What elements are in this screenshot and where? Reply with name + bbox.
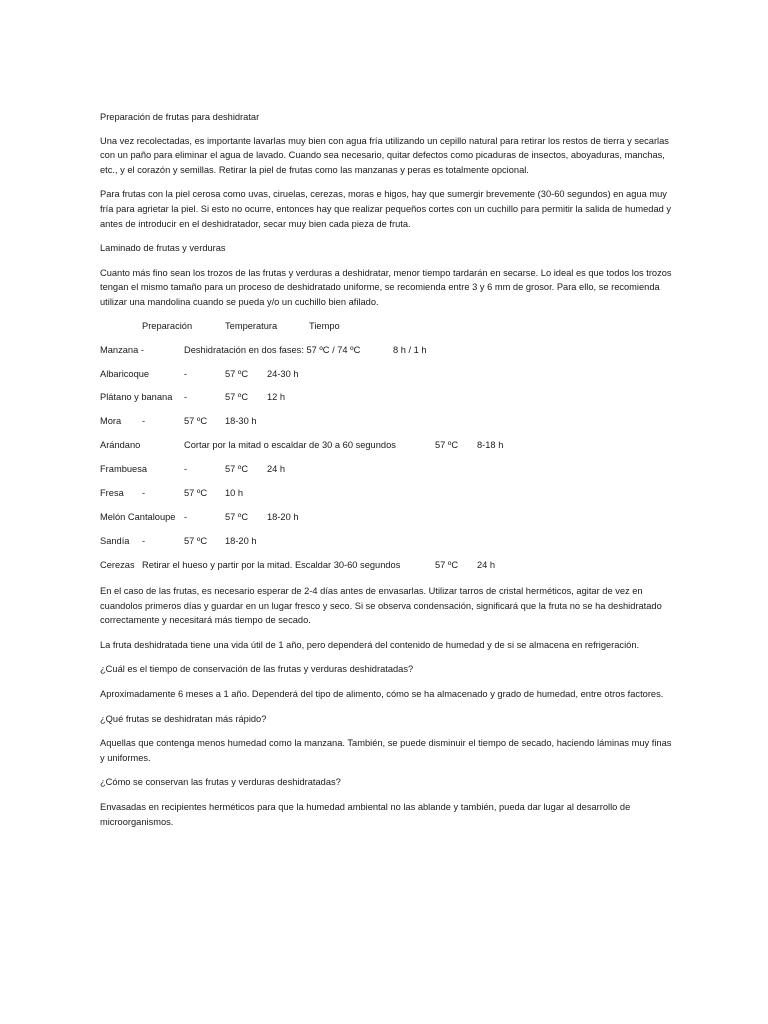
table-cell-time: 18-20 h [267, 512, 299, 523]
table-cell-preparation: Cortar por la mitad o escaldar de 30 a 60 segundos [184, 440, 396, 451]
table-cell-temperature: 57 ºC [184, 488, 208, 499]
table-row [100, 390, 675, 405]
table-cell-fruit: Plátano y banana [100, 392, 173, 403]
table-cell-preparation: - [142, 416, 146, 427]
drying-table [100, 319, 675, 573]
paragraph-washing: Una vez recolectadas, es importante lavarlas muy bien con agua fría utilizando un cepillo natural para retirar los restos de tierra y secarlas con un paño para eliminar el agua de lavado. Cuando sea necesario, quitar defectos como picaduras de insectos, aboyaduras, manchas, etc., y el corazón y semillas. Retirar la piel de frutas como las manzanas y peras es totalmente opcional. [100, 135, 669, 175]
table-header-time: Tiempo [309, 320, 340, 331]
table-cell-time: 24-30 h [267, 368, 299, 379]
faq-answer-conservation: Aproximadamente 6 meses a 1 año. Dependerá del tipo de alimento, cómo se ha almacenado y grado de humedad, entre otros factores. [100, 688, 664, 699]
table-cell-fruit: Fresa [100, 488, 124, 499]
table-cell-fruit: Melón Cantaloupe [100, 512, 176, 523]
table-row [100, 534, 675, 549]
paragraph-packaging: En el caso de las frutas, es necesario esperar de 2-4 días antes de envasarlas. Utilizar tarros de cristal herméticos, agitar de vez en cuandolos primeros días y guardar en un lugar fresco y seco. Si se observa condensación, significará que la fruta no se ha deshidratado correctamente y necesitará más tiempo de secado. [100, 585, 662, 626]
table-cell-temperature: 57 ºC [435, 440, 459, 451]
table-cell-temperature: 57 ºC [435, 560, 459, 571]
table-cell-temperature: 57 ºC [184, 536, 208, 547]
table-cell-preparation: Deshidratación en dos fases: 57 ºC / 74 ºC [184, 344, 361, 355]
table-cell-preparation: Retirar el hueso y partir por la mitad. Escaldar 30-60 segundos [142, 560, 401, 571]
table-cell-time: 24 h [477, 560, 496, 571]
table-row [100, 558, 675, 573]
table-cell-preparation: - [184, 464, 188, 475]
table-row [100, 414, 675, 429]
table-row [100, 438, 675, 453]
document-page [100, 110, 675, 829]
table-cell-temperature: 57 ºC [225, 464, 249, 475]
faq-answer-fastest: Aquellas que contenga menos humedad como la manzana. También, se puede disminuir el tiempo de secado, haciendo láminas muy finas y uniformes. [100, 738, 672, 763]
table-cell-time: 18-30 h [225, 416, 257, 427]
faq-question-fastest: ¿Qué frutas se deshidratan más rápido? [100, 713, 267, 724]
table-cell-preparation: - [184, 512, 188, 523]
table-cell-time: 8 h / 1 h [393, 344, 427, 355]
table-row [100, 367, 675, 382]
paragraph-waxy-skin: Para frutas con la piel cerosa como uvas, ciruelas, cerezas, moras e higos, hay que sumergir brevemente (30-60 segundos) en agua muy fría para agrietar la piel. Si esto no ocurre, entonces hay que realizar pequeños cortes con un cuchillo para permitir la salida de humedad y antes de introducir en el deshidratador, secar muy bien cada pieza de fruta. [100, 189, 672, 229]
table-cell-fruit: Arándano [100, 440, 141, 451]
table-row [100, 462, 675, 477]
table-cell-fruit: Mora [100, 416, 122, 427]
paragraph-slicing: Cuanto más fino sean los trozos de las frutas y verduras a deshidratar, menor tiempo tardarán en secarse. Lo ideal es que todos los trozos tengan el mismo tamaño para un proceso de deshidratado uniforme, se recomienda entre 3 y 6 mm de grosor. Para ello, se recomienda utilizar una mandolina cuando se pueda y/o un cuchillo bien afilado. [100, 267, 672, 307]
faq-question-storage: ¿Cómo se conservan las frutas y verduras deshidratadas? [100, 777, 341, 788]
section-heading-preparation: Preparación de frutas para deshidratar [100, 112, 260, 122]
table-cell-time: 24 h [267, 464, 286, 475]
table-cell-time: 18-20 h [225, 536, 257, 547]
table-cell-temperature: 57 ºC [225, 512, 249, 523]
paragraph-shelf-life: La fruta deshidratada tiene una vida útil de 1 año, pero dependerá del contenido de humedad y de si se almacena en refrigeración. [100, 639, 640, 650]
table-cell-time: 8-18 h [477, 440, 504, 451]
table-header-temperature: Temperatura [225, 320, 278, 331]
table-cell-fruit: Frambuesa [100, 464, 148, 475]
table-cell-temperature: 57 ºC [225, 392, 249, 403]
table-row [100, 510, 675, 525]
table-cell-fruit: Cerezas [100, 560, 135, 571]
table-row [100, 343, 675, 358]
table-header-row [100, 319, 675, 334]
table-cell-temperature: 57 ºC [184, 416, 208, 427]
faq-answer-storage: Envasadas en recipientes herméticos para que la humedad ambiental no las ablande y también, pueda dar lugar al desarrollo de microorganismos. [100, 801, 631, 827]
table-cell-preparation: - [184, 368, 188, 379]
table-header-preparation: Preparación [142, 320, 193, 331]
table-cell-time: 12 h [267, 392, 286, 403]
table-cell-preparation: - [142, 536, 146, 547]
table-cell-fruit: Sandía [100, 536, 130, 547]
table-cell-time: 10 h [225, 488, 244, 499]
table-cell-preparation: - [184, 392, 188, 403]
table-row [100, 486, 675, 501]
table-cell-fruit: Manzana - [100, 344, 144, 355]
table-cell-preparation: - [142, 488, 146, 499]
table-cell-temperature: 57 ºC [225, 368, 249, 379]
faq-question-conservation: ¿Cuál es el tiempo de conservación de las frutas y verduras deshidratadas? [100, 664, 414, 675]
table-cell-fruit: Albaricoque [100, 368, 150, 379]
section-heading-slicing: Laminado de frutas y verduras [100, 243, 226, 254]
